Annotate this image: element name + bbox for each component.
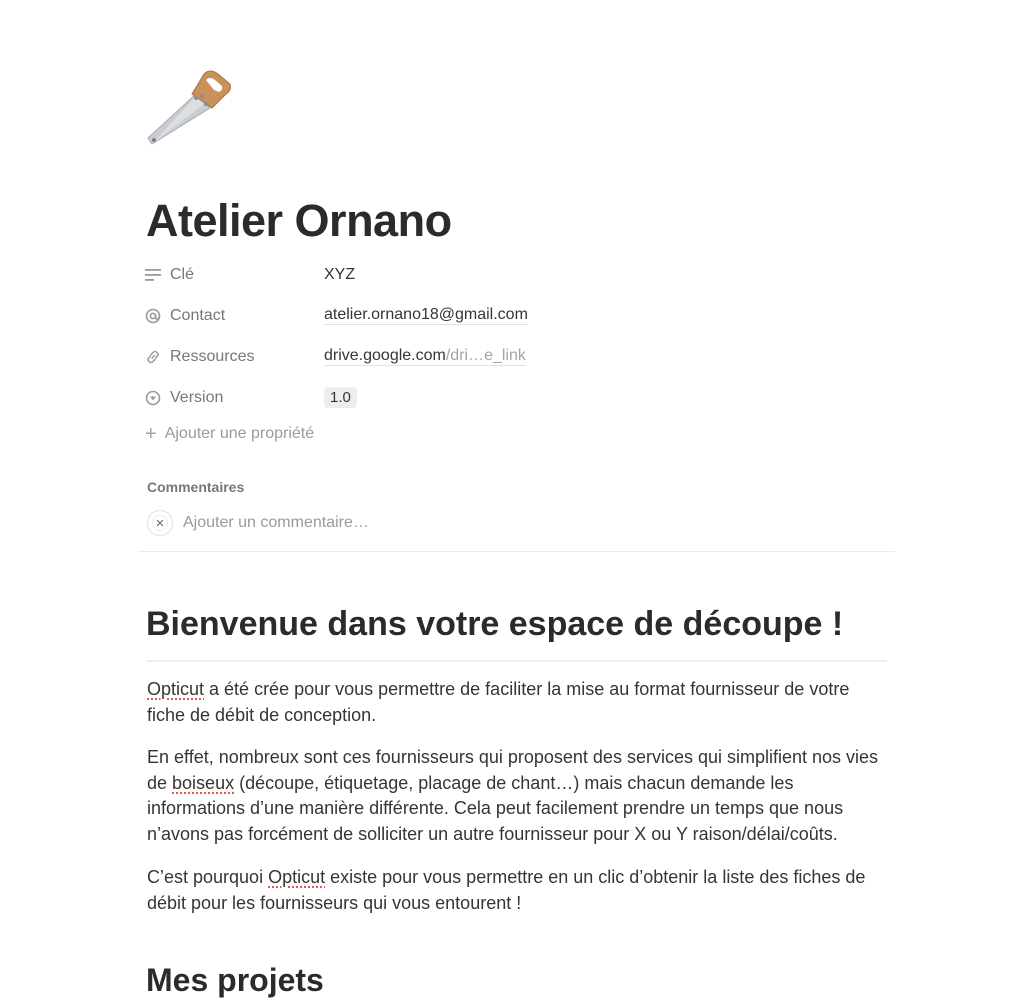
paragraph-text: C’est pourquoi (147, 867, 269, 887)
paragraph-text: (découpe, étiquetage, placage de chant…) mais chacun demande les informations d’une manière différente. Cela peut facilement prendre un temps que nous n’avons pas forcément de solliciter un autre fournisseur pour X ou Y raison/délai/coûts. (147, 772, 844, 844)
comment-input-row[interactable] (147, 510, 369, 536)
link-domain: drive.google.com (324, 347, 446, 364)
properties-list (144, 254, 904, 418)
paragraph-intro[interactable] (147, 677, 892, 728)
property-ressources[interactable] (144, 336, 904, 377)
property-contact[interactable] (144, 295, 904, 336)
hand-saw-icon[interactable] (144, 66, 234, 156)
add-property-label: Ajouter une propriété (164, 425, 315, 442)
paragraph-purpose[interactable] (147, 865, 892, 916)
avatar (147, 510, 173, 536)
property-cle[interactable] (144, 254, 904, 295)
paragraph-text: existe pour vous permettre en un clic d’obtenir la liste des fiches de débit pour les fournisseurs qui vous entourent ! (147, 867, 866, 913)
property-name: Ressources (170, 347, 255, 365)
at-sign-icon (144, 307, 162, 325)
spellcheck-word: boiseux (172, 772, 235, 793)
link-icon (144, 348, 162, 366)
link-path: /dri…e_link (445, 347, 526, 364)
heading-welcome[interactable]: Bienvenue dans votre espace de découpe ! (146, 605, 844, 643)
property-version[interactable] (144, 377, 904, 418)
heading-projects[interactable]: Mes projets (146, 962, 324, 998)
properties-divider (138, 551, 895, 552)
property-name: Contact (170, 306, 226, 324)
property-value[interactable]: XYZ (324, 265, 356, 283)
add-property-button[interactable] (145, 424, 314, 444)
version-tag[interactable]: 1.0 (324, 387, 357, 408)
spellcheck-word: Opticut (147, 679, 205, 699)
select-dropdown-icon (144, 389, 162, 407)
paragraph-suppliers[interactable] (147, 745, 892, 847)
contact-email-link[interactable]: atelier.ornano18@gmail.com (324, 306, 528, 323)
resources-link[interactable] (324, 347, 526, 366)
property-name: Clé (170, 265, 195, 283)
page-title[interactable]: Atelier Ornano (146, 195, 452, 246)
spellcheck-word: Opticut (268, 867, 326, 887)
property-name: Version (170, 388, 224, 406)
comment-input[interactable]: Ajouter un commentaire… (183, 514, 369, 531)
comments-label: Commentaires (147, 479, 245, 495)
plus-icon: + (145, 423, 157, 445)
text-lines-icon (144, 266, 162, 284)
heading-divider (147, 660, 887, 662)
paragraph-text: En effet, nombreux sont ces fournisseurs qui proposent des services qui simplifient nos vies de (147, 747, 879, 793)
paragraph-text: a été crée pour vous permettre de faciliter la mise au format fournisseur de votre fiche de débit de conception. (147, 679, 850, 725)
